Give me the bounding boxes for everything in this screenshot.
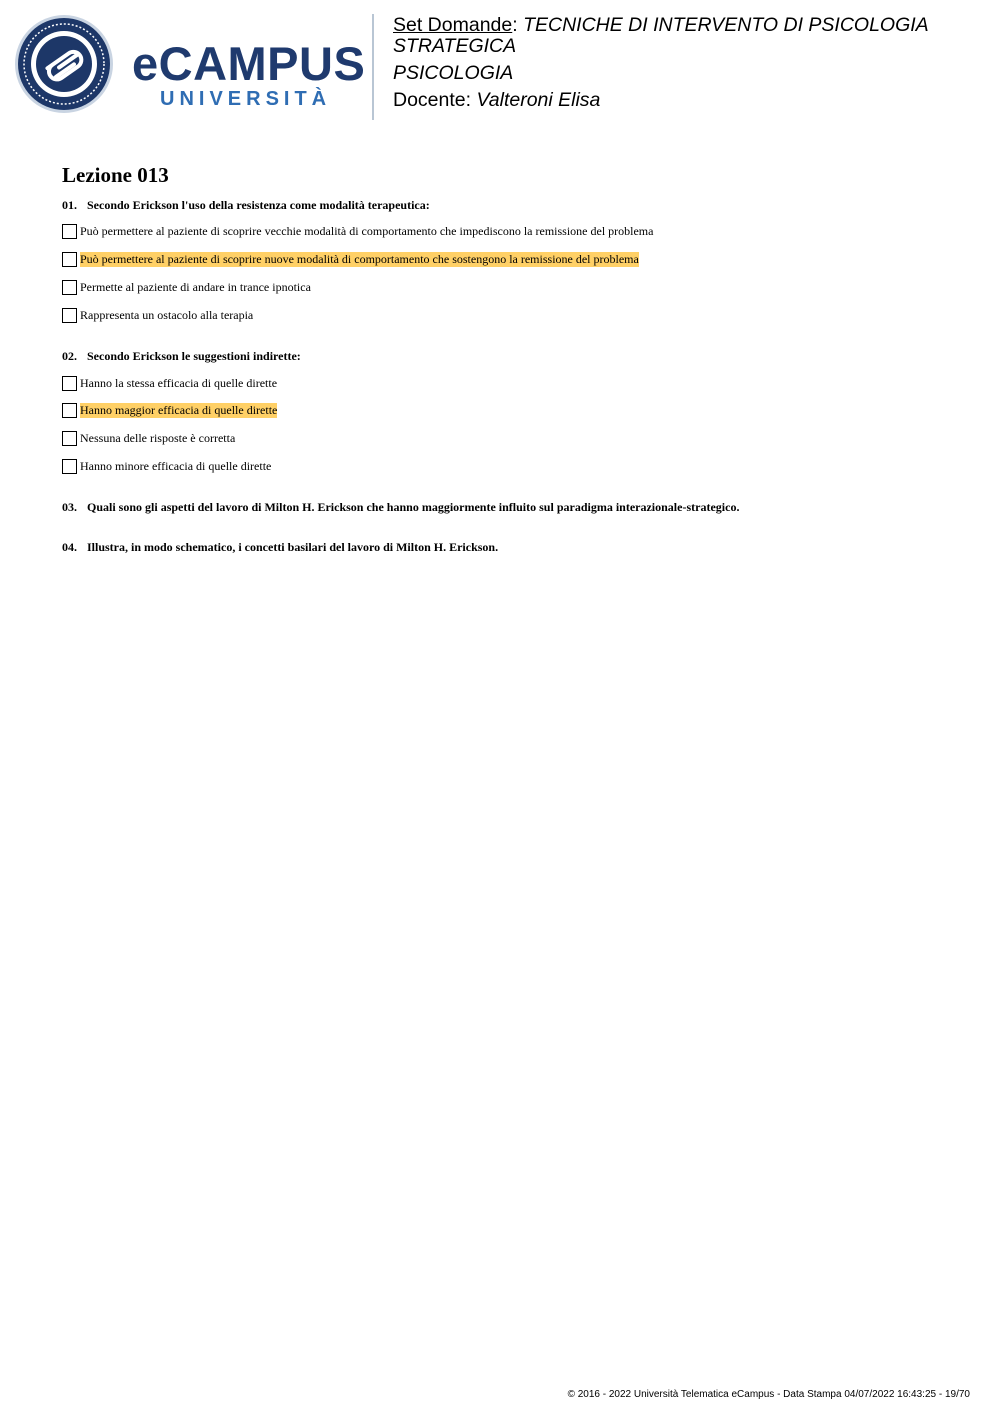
checkbox[interactable] — [62, 308, 77, 323]
set-domande-colon: : — [512, 14, 518, 36]
question-text: Illustra, in modo schematico, i concetti basilari del lavoro di Milton H. Erickson. — [87, 540, 499, 554]
degree-name — [393, 63, 953, 84]
option-text: Hanno minore efficacia di quelle dirette — [80, 458, 272, 473]
docente-line — [393, 90, 953, 111]
question-text: Secondo Erickson le suggestioni indirette: — [87, 349, 301, 363]
question-number: 02. — [62, 349, 77, 363]
question-01 — [62, 198, 430, 213]
option-q02-c[interactable] — [62, 430, 235, 446]
question-number: 01. — [62, 198, 77, 212]
header-info — [393, 15, 953, 117]
checkbox[interactable] — [62, 376, 77, 391]
docente-label: Docente: — [393, 89, 472, 111]
question-number: 03. — [62, 500, 77, 514]
question-04 — [62, 540, 498, 555]
option-text: Può permettere al paziente di scoprire vecchie modalità di comportamento che impediscono la remissione del problema — [80, 223, 654, 238]
checkbox[interactable] — [62, 224, 77, 239]
option-text: Nessuna delle risposte è corretta — [80, 430, 236, 445]
lesson-title: Lezione 013 — [62, 163, 169, 187]
option-q02-d[interactable] — [62, 458, 271, 474]
option-text: Rappresenta un ostacolo alla terapia — [80, 307, 254, 322]
checkbox[interactable] — [62, 252, 77, 267]
checkbox[interactable] — [62, 459, 77, 474]
question-03 — [62, 500, 739, 515]
option-q02-a[interactable] — [62, 375, 277, 391]
option-text: Hanno la stessa efficacia di quelle dirette — [80, 375, 278, 390]
checkbox[interactable] — [62, 280, 77, 295]
ecampus-seal-icon — [14, 14, 114, 114]
option-text-highlighted: Hanno maggior efficacia di quelle dirette — [80, 402, 278, 417]
header-divider — [372, 14, 374, 120]
option-q02-b[interactable] — [62, 402, 277, 418]
logo-subtitle: UNIVERSITÀ — [160, 88, 332, 110]
checkbox[interactable] — [62, 431, 77, 446]
docente-name: Valteroni Elisa — [476, 89, 601, 111]
option-q01-b[interactable] — [62, 251, 639, 267]
option-q01-c[interactable] — [62, 279, 311, 295]
checkbox[interactable] — [62, 403, 77, 418]
option-text-highlighted: Può permettere al paziente di scoprire nuove modalità di comportamento che sostengono la remissione del problema — [80, 251, 639, 266]
degree-text: PSICOLOGIA — [393, 62, 514, 84]
option-q01-d[interactable] — [62, 307, 253, 323]
set-domande-label: Set Domande — [393, 14, 513, 36]
question-text: Secondo Erickson l'uso della resistenza come modalità terapeutica: — [87, 198, 430, 212]
course-title: TECNICHE DI INTERVENTO DI PSICOLOGIA STRATEGICA — [393, 14, 928, 57]
option-q01-a[interactable] — [62, 223, 653, 239]
question-02 — [62, 349, 301, 364]
question-number: 04. — [62, 540, 77, 554]
page-footer: © 2016 - 2022 Università Telematica eCampus - Data Stampa 04/07/2022 16:43:25 - 19/70 — [567, 1389, 970, 1400]
option-text: Permette al paziente di andare in trance ipnotica — [80, 279, 311, 294]
question-text: Quali sono gli aspetti del lavoro di Milton H. Erickson che hanno maggiormente influito sul paradigma interazionale-strategico. — [87, 500, 740, 514]
logo-wordmark: eCAMPUS — [132, 37, 366, 90]
set-domande-line — [393, 15, 953, 57]
